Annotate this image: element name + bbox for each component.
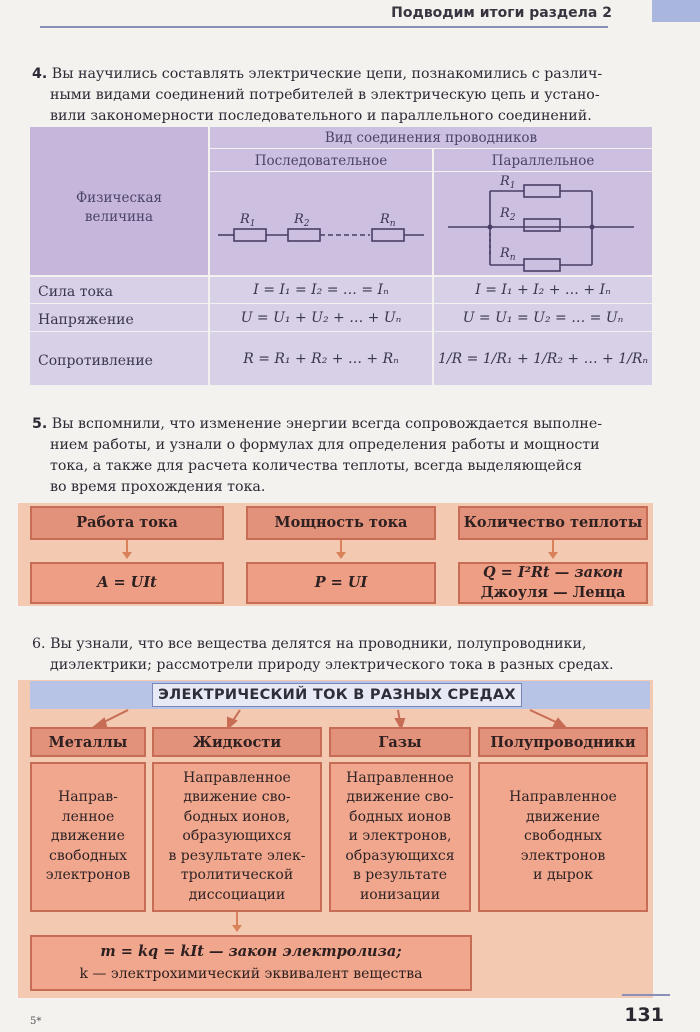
printer-signature: 5* — [30, 1016, 42, 1027]
heat-title-box: Количество теплоты — [458, 506, 648, 540]
gases-desc-line: образующихся — [345, 847, 455, 864]
row-voltage-parallel: U = U₁ = U₂ = … = Uₙ — [462, 310, 624, 326]
semiconductors-desc-line: Направленное — [509, 789, 617, 806]
semiconductors-desc-line: свободных — [524, 828, 602, 845]
gases-desc-line: и электронов, — [348, 828, 452, 845]
arrow-work-head — [122, 552, 132, 559]
media-header-gases: Газы — [329, 727, 471, 757]
row-voltage-series: U = U₁ + U₂ + … + Uₙ — [240, 310, 402, 326]
media-header-liquids: Жидкости — [152, 727, 322, 757]
liquids-desc-line: движение сво- — [183, 789, 291, 806]
row-voltage-label: Напряжение — [38, 312, 134, 328]
media-title: ЭЛЕКТРИЧЕСКИЙ ТОК В РАЗНЫХ СРЕДАХ — [152, 683, 522, 707]
metals-desc-line: свободных — [49, 847, 127, 864]
electrochemical-equivalent: k — электрохимический эквивалент вещества — [79, 966, 423, 982]
series-label-2: $R_2$ — [294, 212, 310, 229]
media-desc-metals — [30, 762, 146, 912]
row-current-label: Сила тока — [38, 284, 114, 300]
metals-desc-line: движение — [51, 828, 125, 845]
liquids-desc-line: в результате элек- — [168, 847, 306, 864]
liquids-desc-line: тролитической — [180, 867, 294, 884]
semiconductors-desc-line: движение — [526, 808, 600, 825]
liquids-desc-line: образующихся — [182, 828, 292, 845]
heat-formula-box — [458, 562, 648, 604]
metals-desc-line: электронов — [45, 867, 131, 884]
section-5-line-3: тока, а также для расчета количества теплоты, всегда выделяющейся — [50, 458, 583, 474]
resistor-1 — [234, 229, 266, 241]
section-6-text — [32, 634, 654, 676]
gases-desc-line: ионизации — [359, 886, 441, 903]
page-number-rule — [622, 994, 670, 996]
row-resistance-parallel: 1/R = 1/R₁ + 1/R₂ + … + 1/Rₙ — [437, 351, 649, 367]
row-current-series: I = I₁ = I₂ = … = Iₙ — [253, 282, 389, 298]
section-6-line-1: Вы узнали, что все вещества делятся на проводники, полупроводники, — [50, 636, 587, 652]
section-5-line-4: во время прохождения тока. — [50, 479, 266, 495]
row-resistance-label: Сопротивление — [38, 353, 153, 369]
work-formula-box: A = UIt — [30, 562, 224, 604]
media-desc-gases — [329, 762, 471, 912]
gases-desc-line: движение сво- — [346, 789, 454, 806]
section-6-number: 6. — [32, 636, 46, 652]
section-5-number: 5. — [32, 416, 48, 432]
arrow-heat-head — [548, 552, 558, 559]
parallel-label-1: $R_1$ — [500, 174, 516, 191]
joule-law-name: Джоуля — Ленца — [480, 584, 626, 601]
joule-formula: Q = I²Rt — закон — [482, 564, 624, 581]
series-label-n: $R_n$ — [380, 212, 396, 229]
liquids-desc-line: Направленное — [183, 769, 291, 786]
media-arrows — [18, 700, 653, 730]
metals-desc-line: ленное — [61, 808, 115, 825]
row-current-parallel: I = I₁ + I₂ + … + Iₙ — [475, 282, 611, 298]
gases-desc-line: в результате — [352, 867, 448, 884]
series-label-1: $R_1$ — [240, 212, 256, 229]
gases-desc-line: Направленное — [346, 769, 454, 786]
section-5-line-2: нием работы, и узнали о формулах для определения работы и мощности — [50, 437, 600, 453]
section-4-text — [32, 64, 654, 127]
section-4-line-2: ными видами соединений потребителей в электрическую цепь и устано- — [50, 87, 600, 103]
arrow-electrolysis-head — [232, 925, 242, 932]
power-formula-box: P = UI — [246, 562, 436, 604]
resistor-2 — [288, 229, 320, 241]
media-desc-liquids — [152, 762, 322, 912]
section-5-line-1: Вы вспомнили, что изменение энергии всегда сопровождается выполне- — [51, 416, 603, 432]
media-header-metals: Металлы — [30, 727, 146, 757]
header-rule — [40, 26, 608, 28]
section-4-line-1: Вы научились составлять электрические цепи, познакомились с различ- — [51, 66, 603, 82]
header-color-tab — [652, 0, 700, 22]
group-header: Вид соединения проводников — [324, 130, 538, 146]
parallel-label-2: $R_2$ — [500, 206, 516, 223]
page-number: 131 — [624, 1004, 664, 1026]
section-5-text — [32, 414, 654, 498]
section-4-line-3: вили закономерности последовательного и параллельного соединений. — [50, 108, 592, 124]
gases-desc-line: бодных ионов — [349, 808, 451, 825]
arrow-power-head — [336, 552, 346, 559]
work-title-box: Работа тока — [30, 506, 224, 540]
electrolysis-law-box — [30, 935, 472, 991]
parallel-label-n: $R_n$ — [500, 246, 516, 263]
series-circuit-diagram — [210, 197, 432, 257]
row-resistance-series: R = R₁ + R₂ + … + Rₙ — [243, 351, 399, 367]
resistor-n — [372, 229, 404, 241]
electrolysis-law: m = kq = kIt — закон электролиза; — [100, 943, 402, 960]
parallel-header: Параллельное — [491, 153, 595, 169]
arrow-electrolysis — [236, 912, 238, 926]
section-4-number: 4. — [32, 66, 48, 82]
power-title-box: Мощность тока — [246, 506, 436, 540]
series-header: Последовательное — [254, 153, 388, 169]
parallel-circuit-diagram — [434, 171, 652, 275]
liquids-desc-line: диссоциации — [188, 886, 286, 903]
corner-line-1: Физическая — [75, 190, 163, 206]
connections-table — [30, 127, 652, 385]
section-6-line-2: диэлектрики; рассмотрели природу электрического тока в разных средах. — [50, 657, 614, 673]
semiconductors-desc-line: и дырок — [533, 867, 593, 884]
metals-desc-line: Направ- — [58, 789, 118, 806]
semiconductors-desc-line: электронов — [520, 847, 606, 864]
corner-header — [30, 189, 208, 227]
liquids-desc-line: бодных ионов, — [183, 808, 291, 825]
corner-line-2: величина — [84, 209, 154, 225]
running-header: Подводим итоги раздела 2 — [391, 5, 612, 21]
media-header-semiconductors: Полупроводники — [478, 727, 648, 757]
media-desc-semiconductors — [478, 762, 648, 912]
